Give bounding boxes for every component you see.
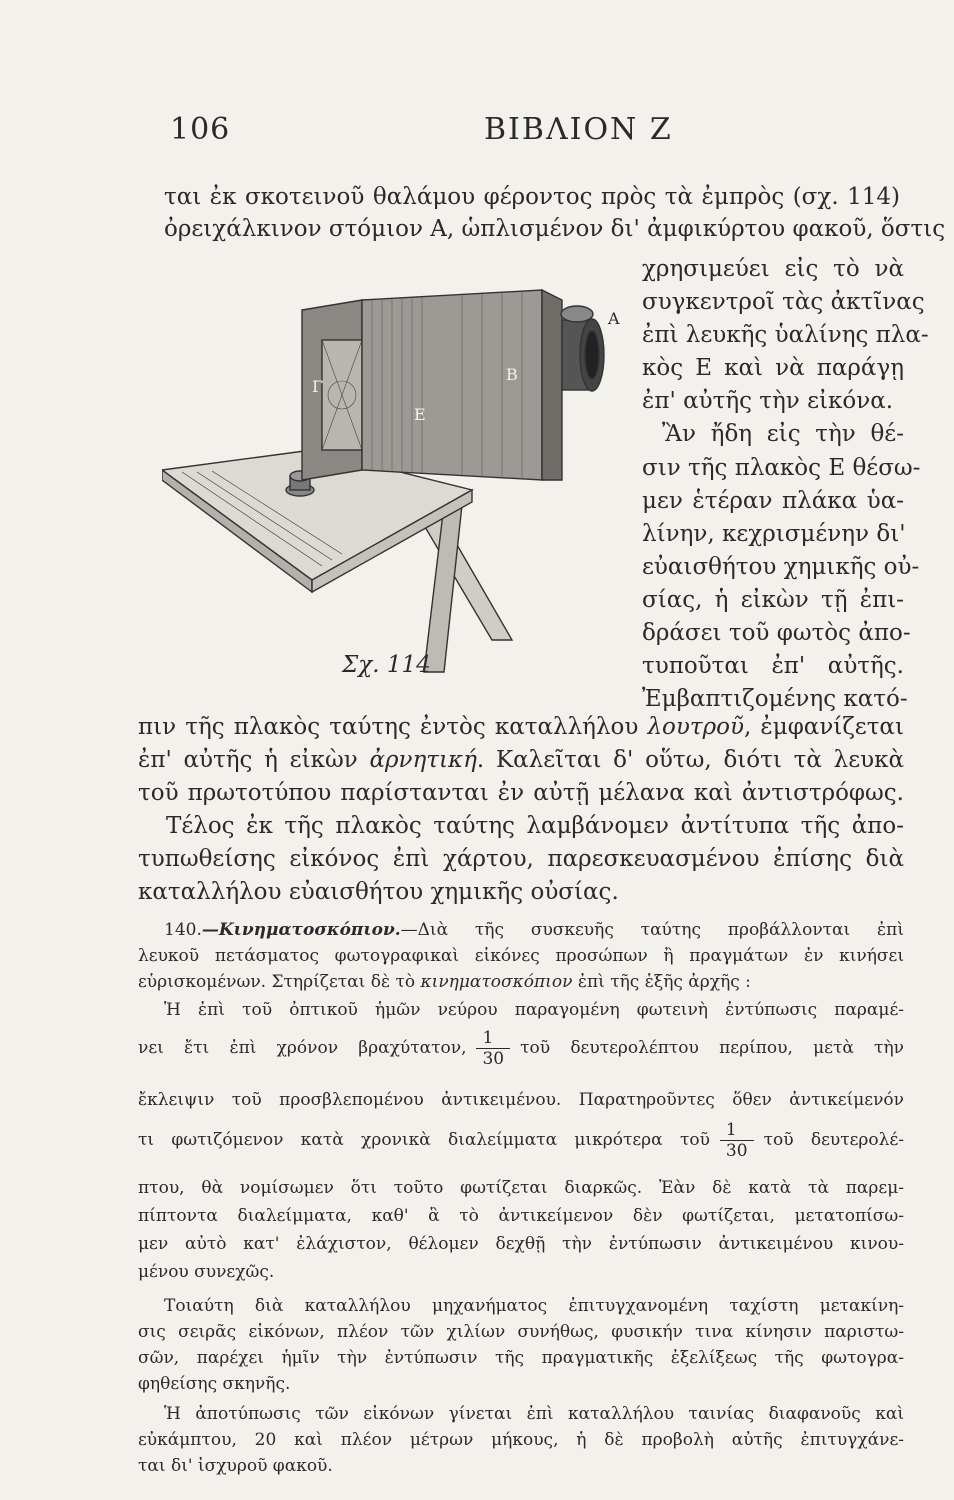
text-line: πτου, θὰ νομίσωμεν ὅτι τοῦτο φωτίζεται διαρκῶς. Ἐὰν δὲ κατὰ τὰ παρεμ-: [138, 1178, 904, 1198]
text-line: δράσει τοῦ φωτὸς ἀπο-: [642, 620, 911, 646]
text-line: Ἡ ἀποτύπωσις τῶν εἰκόνων γίνεται ἐπὶ καταλλήλου ταινίας διαφανοῦς καὶ: [164, 1404, 904, 1424]
text-line: ὀρειχάλκινον στόμιον A, ὡπλισμένον δι' ἀμφικύρτου φακοῦ, ὅστις: [164, 216, 946, 242]
text-line: σις σειρᾶς εἰκόνων, πλέον τῶν χιλίων συνήθως, φυσικήν τινα κίνησιν παριστω-: [138, 1322, 904, 1342]
text-line: μένου συνεχῶς.: [138, 1262, 275, 1282]
text-line: φηθείσης σκηνῆς.: [138, 1374, 291, 1394]
text-line: ται ἐκ σκοτεινοῦ θαλάμου φέροντος πρὸς τὰ ἐμπρὸς (σχ. 114): [164, 184, 900, 210]
text-line: Ἡ ἐπὶ τοῦ ὀπτικοῦ ἡμῶν νεύρου παραγομένη φωτεινὴ ἐντύπωσις παραμέ-: [164, 1000, 904, 1020]
text-line: λίνην, κεχρισμένην δι': [642, 521, 906, 547]
text-line: λευκοῦ πετάσματος φωτογραφικαὶ εἰκόνες προσώπων ἢ πραγμάτων ἐν κινήσει: [138, 946, 904, 966]
text-line: πίπτοντα διαλείμματα, καθ' ἃ τὸ ἀντικείμενον δὲν φωτίζεται, μετατοπίσω-: [138, 1206, 904, 1226]
camera-illustration: [162, 280, 622, 680]
text-line: εὑρισκομένων. Στηρίζεται δὲ τὸ κινηματοσκόπιον ἐπὶ τῆς ἑξῆς ἀρχῆς :: [138, 972, 751, 992]
text-line: τυποῦται ἐπ' αὐτῆς.: [642, 653, 904, 679]
text-line: μεν αὐτὸ κατ' ἐλάχιστον, θέλομεν δεχθῇ τὴν ἐντύπωσιν ἀντικειμένου κινου-: [138, 1234, 904, 1254]
text-line: Ἂν ἤδη εἰς τὴν θέ-: [662, 421, 904, 447]
text-line: χρησιμεύει εἰς τὸ νὰ: [642, 256, 904, 282]
text-line: νει ἔτι ἐπὶ χρόνον βραχύτατον, $\frac{1}{30}$ τοῦ δευτερολέπτου περίπου, μετὰ τὴν: [138, 1028, 904, 1069]
text-line: σῶν, παρέχει ἡμῖν τὴν ἐντύπωσιν τῆς πραγματικῆς ἐξελίξεως τῆς φωτογρα-: [138, 1348, 904, 1368]
figure-label-a: A: [608, 309, 620, 328]
text-line: ἐπ' αὐτῆς ἡ εἰκὼν ἀρνητική. Καλεῖται δ' οὕτω, διότι τὰ λευκὰ: [138, 747, 905, 773]
text-line: τυπωθείσης εἰκόνος ἐπὶ χάρτου, παρεσκευασμένου ἐπίσης διὰ: [138, 846, 904, 872]
text-line: τοῦ πρωτοτύπου παρίστανται ἐν αὐτῇ μέλανα καὶ ἀντιστρόφως.: [138, 780, 904, 806]
text-line: Τοιαύτη διὰ καταλλήλου μηχανήματος ἐπιτυγχανομένη ταχίστη μετακίνη-: [164, 1296, 904, 1316]
text-line: σιν τῆς πλακὸς E θέσω-: [642, 455, 921, 481]
text-line: κὸς E καὶ νὰ παράγῃ: [642, 355, 904, 381]
text-line: ἔκλειψιν τοῦ προσβλεπομένου ἀντικειμένου. Παρατηροῦντες ὅθεν ἀντικείμενόν: [138, 1090, 904, 1110]
running-head: ΒΙΒΛΙΟΝ Ζ: [484, 112, 673, 147]
figure-label-b: B: [506, 365, 518, 384]
text-line: ἐπ' αὐτῆς τὴν εἰκόνα.: [642, 388, 894, 414]
figure-caption: Σχ. 114: [342, 652, 431, 678]
fraction: $\frac{1}{30}$: [476, 1028, 510, 1069]
text-line: ται δι' ἰσχυροῦ φακοῦ.: [138, 1456, 333, 1476]
text-line: πιν τῆς πλακὸς ταύτης ἐντὸς καταλλήλου λουτροῦ, ἐμφανίζεται: [138, 714, 904, 740]
text-line: εὐκάμπτου, 20 καὶ πλέον μέτρων μήκους, ἡ δὲ προβολὴ αὐτῆς ἐπιτυγχάνε-: [138, 1430, 904, 1450]
page-number: 106: [170, 112, 231, 147]
fraction: $\frac{1}{30}$: [720, 1120, 754, 1161]
text-line: σίας, ἡ εἰκὼν τῇ ἐπι-: [642, 587, 904, 613]
figure-label-e: E: [414, 405, 426, 424]
figure-label-f: Γ: [312, 377, 324, 396]
text-line: εὐαισθήτου χημικῆς οὐ-: [642, 554, 920, 580]
text-line: Τέλος ἐκ τῆς πλακὸς ταύτης λαμβάνομεν ἀντίτυπα τῆς ἀπο-: [166, 813, 904, 839]
text-line: συγκεντροῖ τὰς ἀκτῖνας: [642, 289, 925, 315]
text-line: ἐπὶ λευκῆς ὑαλίνης πλα-: [642, 322, 929, 348]
text-line: καταλλήλου εὐαισθήτου χημικῆς οὐσίας.: [138, 879, 619, 905]
text-line: τι φωτιζόμενον κατὰ χρονικὰ διαλείμματα μικρότερα τοῦ $\frac{1}{30}$ τοῦ δευτερολέ-: [138, 1120, 904, 1161]
text-line: Ἐμβαπτιζομένης κατό-: [642, 686, 908, 712]
camera-figure: [162, 280, 622, 680]
text-line: μεν ἑτέραν πλάκα ὑα-: [642, 488, 904, 514]
section-heading: 140.—Κινηματοσκόπιον.—Διὰ τῆς συσκευῆς ταύτης προβάλλονται ἐπὶ: [164, 920, 904, 940]
page-header: [170, 112, 894, 152]
